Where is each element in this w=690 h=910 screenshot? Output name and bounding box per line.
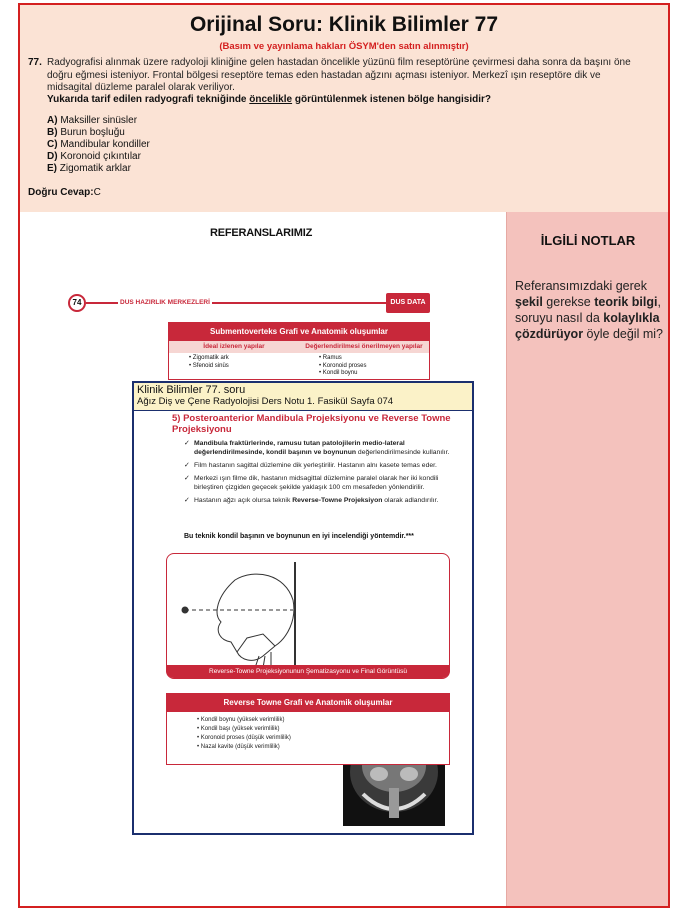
notes-text-part: , soruyu nasıl da (515, 295, 661, 325)
table-header-row (169, 341, 429, 353)
list-item: • Kondil başı (yüksek verimlilik) (197, 726, 280, 732)
bullet-list (184, 439, 468, 509)
page-number: 74 (68, 294, 86, 312)
figure-box (166, 553, 450, 679)
question-prompt-end: görüntülenmek istenen bölge hangisidir? (292, 94, 491, 105)
question-panel (20, 5, 668, 212)
excerpt-source: Ağız Diş ve Çene Radyolojisi Ders Notu 1. Fasikül Sayfa 074 (137, 396, 394, 407)
publisher-logo: DUS DATA (386, 293, 430, 313)
option-key: C) (47, 139, 58, 150)
book-page-header (68, 290, 478, 316)
list-item: • Kondil boynu (yüksek verimlilik) (197, 717, 285, 723)
check-icon: ✓ (184, 475, 190, 482)
copyright-notice: (Basım ve yayınlama hakları ÖSYM'den satın alınmıştır) (219, 41, 469, 52)
page-frame (18, 3, 670, 908)
check-icon: ✓ (184, 462, 190, 469)
option-a (47, 115, 150, 127)
notes-panel (506, 212, 668, 906)
table-title: Reverse Towne Grafi ve Anatomik oluşumlar (167, 694, 449, 712)
list-item: • Ramus (319, 355, 342, 361)
option-c (47, 139, 150, 151)
check-icon: ✓ (184, 497, 190, 504)
orbit-left (370, 767, 388, 781)
bullet-text: Hastanın ağzı açık olursa teknik (194, 497, 293, 504)
correct-answer-value: C (93, 187, 101, 198)
list-item-text: Koronoid proses (düşük verimlilik) (200, 735, 291, 741)
bullet-text: olarak adlandırılır. (382, 497, 439, 504)
notes-text-part: öyle değil mi? (583, 327, 663, 341)
reverse-towne-schematic (175, 560, 315, 670)
bullet-text: Film hastanın sagittal düzlemine dik yerleştirilir. Hastanın alnı kasete temas eder. (194, 462, 437, 469)
list-item-text: Nazal kavite (düşük verimlilik) (200, 744, 280, 750)
bullet-text: Merkezi ışın filme dik, hastanın midsagittal düzlemine paralel olarak her iki kondili birleştiren çizgiden geçecek şekilde yaklaşık 100 cm mesafeden yönlendirilir. (194, 475, 439, 491)
bullet-bold-text: Reverse-Towne Projeksiyon (292, 497, 383, 504)
section-title: 5) Posteroanterior Mandibula Projeksiyonu ve Reverse Towne Projeksiyonu (172, 413, 451, 435)
option-key: E) (47, 163, 57, 174)
submentovertex-table (168, 322, 430, 380)
key-statement: Bu teknik kondil başının ve boynunun en iyi incelendiği yöntemdir.*** (184, 533, 414, 540)
reverse-towne-table (166, 693, 450, 765)
bullet-item (184, 461, 468, 470)
option-text: Mandibular kondiller (60, 139, 150, 150)
answer-options (47, 115, 150, 175)
bullet-item (184, 474, 468, 492)
excerpt-header (134, 383, 472, 411)
correct-answer-label: Doğru Cevap: (28, 187, 94, 198)
option-key: A) (47, 115, 58, 126)
option-key: D) (47, 151, 58, 162)
option-d (47, 151, 150, 163)
notes-emphasis: şekil (515, 295, 543, 309)
orbit-right (400, 767, 418, 781)
list-item-text: Koronoid proses (322, 362, 367, 369)
table-title: Submentoverteks Grafi ve Anatomik oluşumlar (169, 323, 429, 341)
question-prompt-start: Yukarıda tarif edilen radyografi tekniğinde (47, 94, 250, 105)
page-title: Orijinal Soru: Klinik Bilimler 77 (189, 13, 499, 36)
notes-heading: İLGİLİ NOTLAR (540, 233, 636, 248)
table-cell (299, 353, 429, 378)
table-body-row (169, 353, 429, 378)
option-text: Burun boşluğu (60, 127, 125, 138)
notes-emphasis: kolaylıkla çözdürüyor (515, 311, 660, 341)
notes-text (515, 278, 665, 342)
book-header-label: DUS HAZIRLIK MERKEZLERİ (120, 299, 210, 306)
bullet-bold-text: Mandibula fraktürlerinde, ramusu tutan patolojilerin medio-lateral değerlendirilmesinde, kondil başının ve boynunun (194, 440, 405, 456)
bullet-item (184, 496, 468, 505)
option-text: Zigomatik arklar (59, 163, 131, 174)
option-key: B) (47, 127, 58, 138)
question-text: Radyografisi alınmak üzere radyoloji kliniğine gelen hastadan öncelikle yüzünü film reseptörüne çevirmesi daha sonra da başını öne doğru eğmesi isteniyor. Frontal bölgesi reseptöre temas eden hastadan ağzını açması isteniyor. Merkezî ışın reseptöre dik ve midsagital düzleme paralel olarak veriliyor. (47, 57, 631, 93)
option-b (47, 127, 150, 139)
excerpt-question-ref: Klinik Bilimler 77. soru (137, 384, 246, 396)
notes-emphasis: teorik bilgi (594, 295, 658, 309)
cervical-column (389, 788, 399, 818)
bullet-text: değerlendirilmesinde kullanılır. (356, 449, 450, 456)
list-item-text: Sfenoid sinüs (192, 362, 229, 369)
references-heading: REFERANSLARIMIZ (210, 227, 313, 239)
option-text: Koronoid çıkıntılar (60, 151, 141, 162)
list-item-text: Kondil boynu (322, 370, 358, 376)
check-icon: ✓ (184, 440, 190, 447)
correct-answer (28, 187, 101, 198)
list-item: • Koronoid proses (319, 362, 367, 369)
reference-excerpt (132, 381, 474, 835)
list-item: • Nazal kavite (düşük verimlilik) (197, 744, 280, 750)
mandible-outline (237, 634, 275, 652)
list-item-text: Ramus (322, 355, 342, 361)
question-number: 77. (28, 57, 42, 68)
option-e (47, 163, 150, 175)
list-item-text: Zigomatik ark (192, 355, 229, 361)
list-item: • Zigomatik ark (189, 355, 229, 361)
question-prompt (47, 94, 647, 105)
list-item-text: Kondil boynu (yüksek verimlilik) (200, 717, 285, 723)
bullet-item (184, 439, 468, 457)
list-item: • Sfenoid sinüs (189, 362, 229, 369)
list-item: • Kondil boynu (319, 370, 358, 376)
list-item-text: Kondil başı (yüksek verimlilik) (200, 726, 280, 732)
ray-source (182, 607, 188, 613)
notes-text-part: gerekse (542, 295, 595, 309)
skull-outline (217, 574, 294, 660)
notes-text-part: Referansımızdaki gerek (515, 279, 648, 293)
list-item: • Koronoid proses (düşük verimlilik) (197, 735, 291, 741)
question-prompt-emphasis: öncelikle (249, 94, 293, 105)
option-text: Maksiller sinüsler (60, 115, 138, 126)
table-header-cell: İdeal izlenen yapılar (203, 343, 265, 350)
table-cell (169, 353, 299, 378)
table-list (167, 712, 449, 752)
figure-caption: Reverse-Towne Projeksiyonunun Şematizasyonu ve Final Görüntüsü (166, 665, 450, 678)
table-header-cell: Değerlendirilmesi önerilmeyen yapılar (305, 343, 423, 350)
